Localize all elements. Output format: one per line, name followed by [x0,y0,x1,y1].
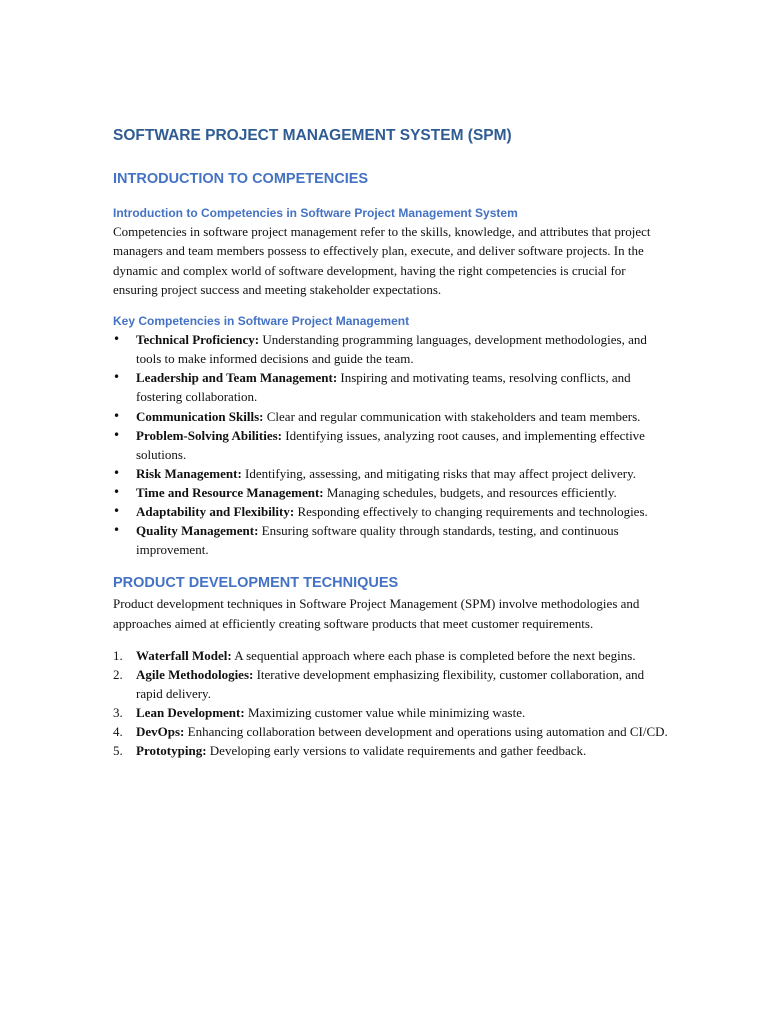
bullet-icon: • [113,370,121,385]
item-term: Adaptability and Flexibility: [136,504,295,520]
bullet-icon: • [113,523,121,538]
item-number: 5. [113,743,123,759]
item-term: Agile Methodologies: [136,667,254,682]
item-description: Enhancing collaboration between development and operations using automation and CI/CD. [184,724,668,740]
section-heading-product-development: PRODUCT DEVELOPMENT TECHNIQUES [113,575,399,592]
list-item [113,502,668,521]
product-development-paragraph: Product development techniques in Software Project Management (SPM) involve methodologies and approaches aimed at efficiently creating software products that meet customer requirements. [113,596,640,631]
intro-paragraph: Competencies in software project management refer to the skills, knowledge, and attributes that project managers and team members possess to effectively plan, execute, and deliver software projects. In the dynamic and complex world of software development, having the right competencies is crucial for ensuring project success and meeting stakeholder expectations. [113,224,651,297]
item-term: Risk Management: [136,465,242,481]
list-item [113,330,668,368]
list-item [113,722,668,741]
document-content [113,124,668,760]
item-description: Understanding programming languages, development methodologies, and tools to make informed decisions and guide the team. [136,332,647,367]
item-description: Managing schedules, budgets, and resources efficiently. [323,484,617,500]
list-item [113,703,668,722]
list-item [113,407,668,426]
list-item [113,464,668,483]
bullet-icon: • [113,332,121,347]
item-term: Time and Resource Management: [136,484,324,500]
item-term: Lean Development: [136,705,245,721]
list-item [113,741,668,760]
item-description: Inspiring and motivating teams, resolving conflicts, and fostering collaboration. [136,370,631,405]
list-item [113,483,668,502]
item-description: Iterative development emphasizing flexibility, customer collaboration, and rapid delivery. [136,667,645,702]
section-heading-competencies: INTRODUCTION TO COMPETENCIES [113,171,369,187]
item-term: Problem-Solving Abilities: [136,427,283,443]
item-term: DevOps: [136,724,185,740]
bullet-icon: • [113,427,121,442]
item-term: Leadership and Team Management: [136,370,338,386]
techniques-list [113,646,668,761]
item-description: Identifying issues, analyzing root causes, and implementing effective solutions. [136,427,645,462]
competencies-list [113,330,668,559]
item-description: Ensuring software quality through standards, testing, and continuous improvement. [136,523,619,558]
document-title: SOFTWARE PROJECT MANAGEMENT SYSTEM (SPM) [113,127,512,144]
subheading-key-competencies: Key Competencies in Software Project Management [113,314,410,329]
bullet-icon: • [113,465,121,480]
item-term: Communication Skills: [136,408,264,424]
item-description: Developing early versions to validate requirements and gather feedback. [206,743,587,759]
list-item [113,521,668,559]
item-term: Waterfall Model: [136,647,232,663]
bullet-icon: • [113,504,121,519]
item-number: 3. [113,705,123,721]
list-item [113,646,668,665]
bullet-icon: • [113,484,121,499]
list-item [113,426,668,464]
list-item [113,665,668,703]
item-number: 4. [113,724,123,740]
item-number: 1. [113,647,123,663]
item-term: Technical Proficiency: [136,332,260,348]
list-item [113,368,668,406]
item-description: Responding effectively to changing requirements and technologies. [294,504,648,520]
item-description: Clear and regular communication with stakeholders and team members. [263,408,641,424]
subheading-introduction: Introduction to Competencies in Software Project Management System [113,206,518,220]
item-term: Prototyping: [136,743,207,759]
item-term: Quality Management: [136,523,259,539]
item-description: Identifying, assessing, and mitigating risks that may affect project delivery. [241,465,637,481]
item-description: A sequential approach where each phase is completed before the next begins. [231,647,636,663]
bullet-icon: • [113,408,121,423]
item-description: Maximizing customer value while minimizing waste. [244,705,526,721]
item-number: 2. [113,667,123,682]
